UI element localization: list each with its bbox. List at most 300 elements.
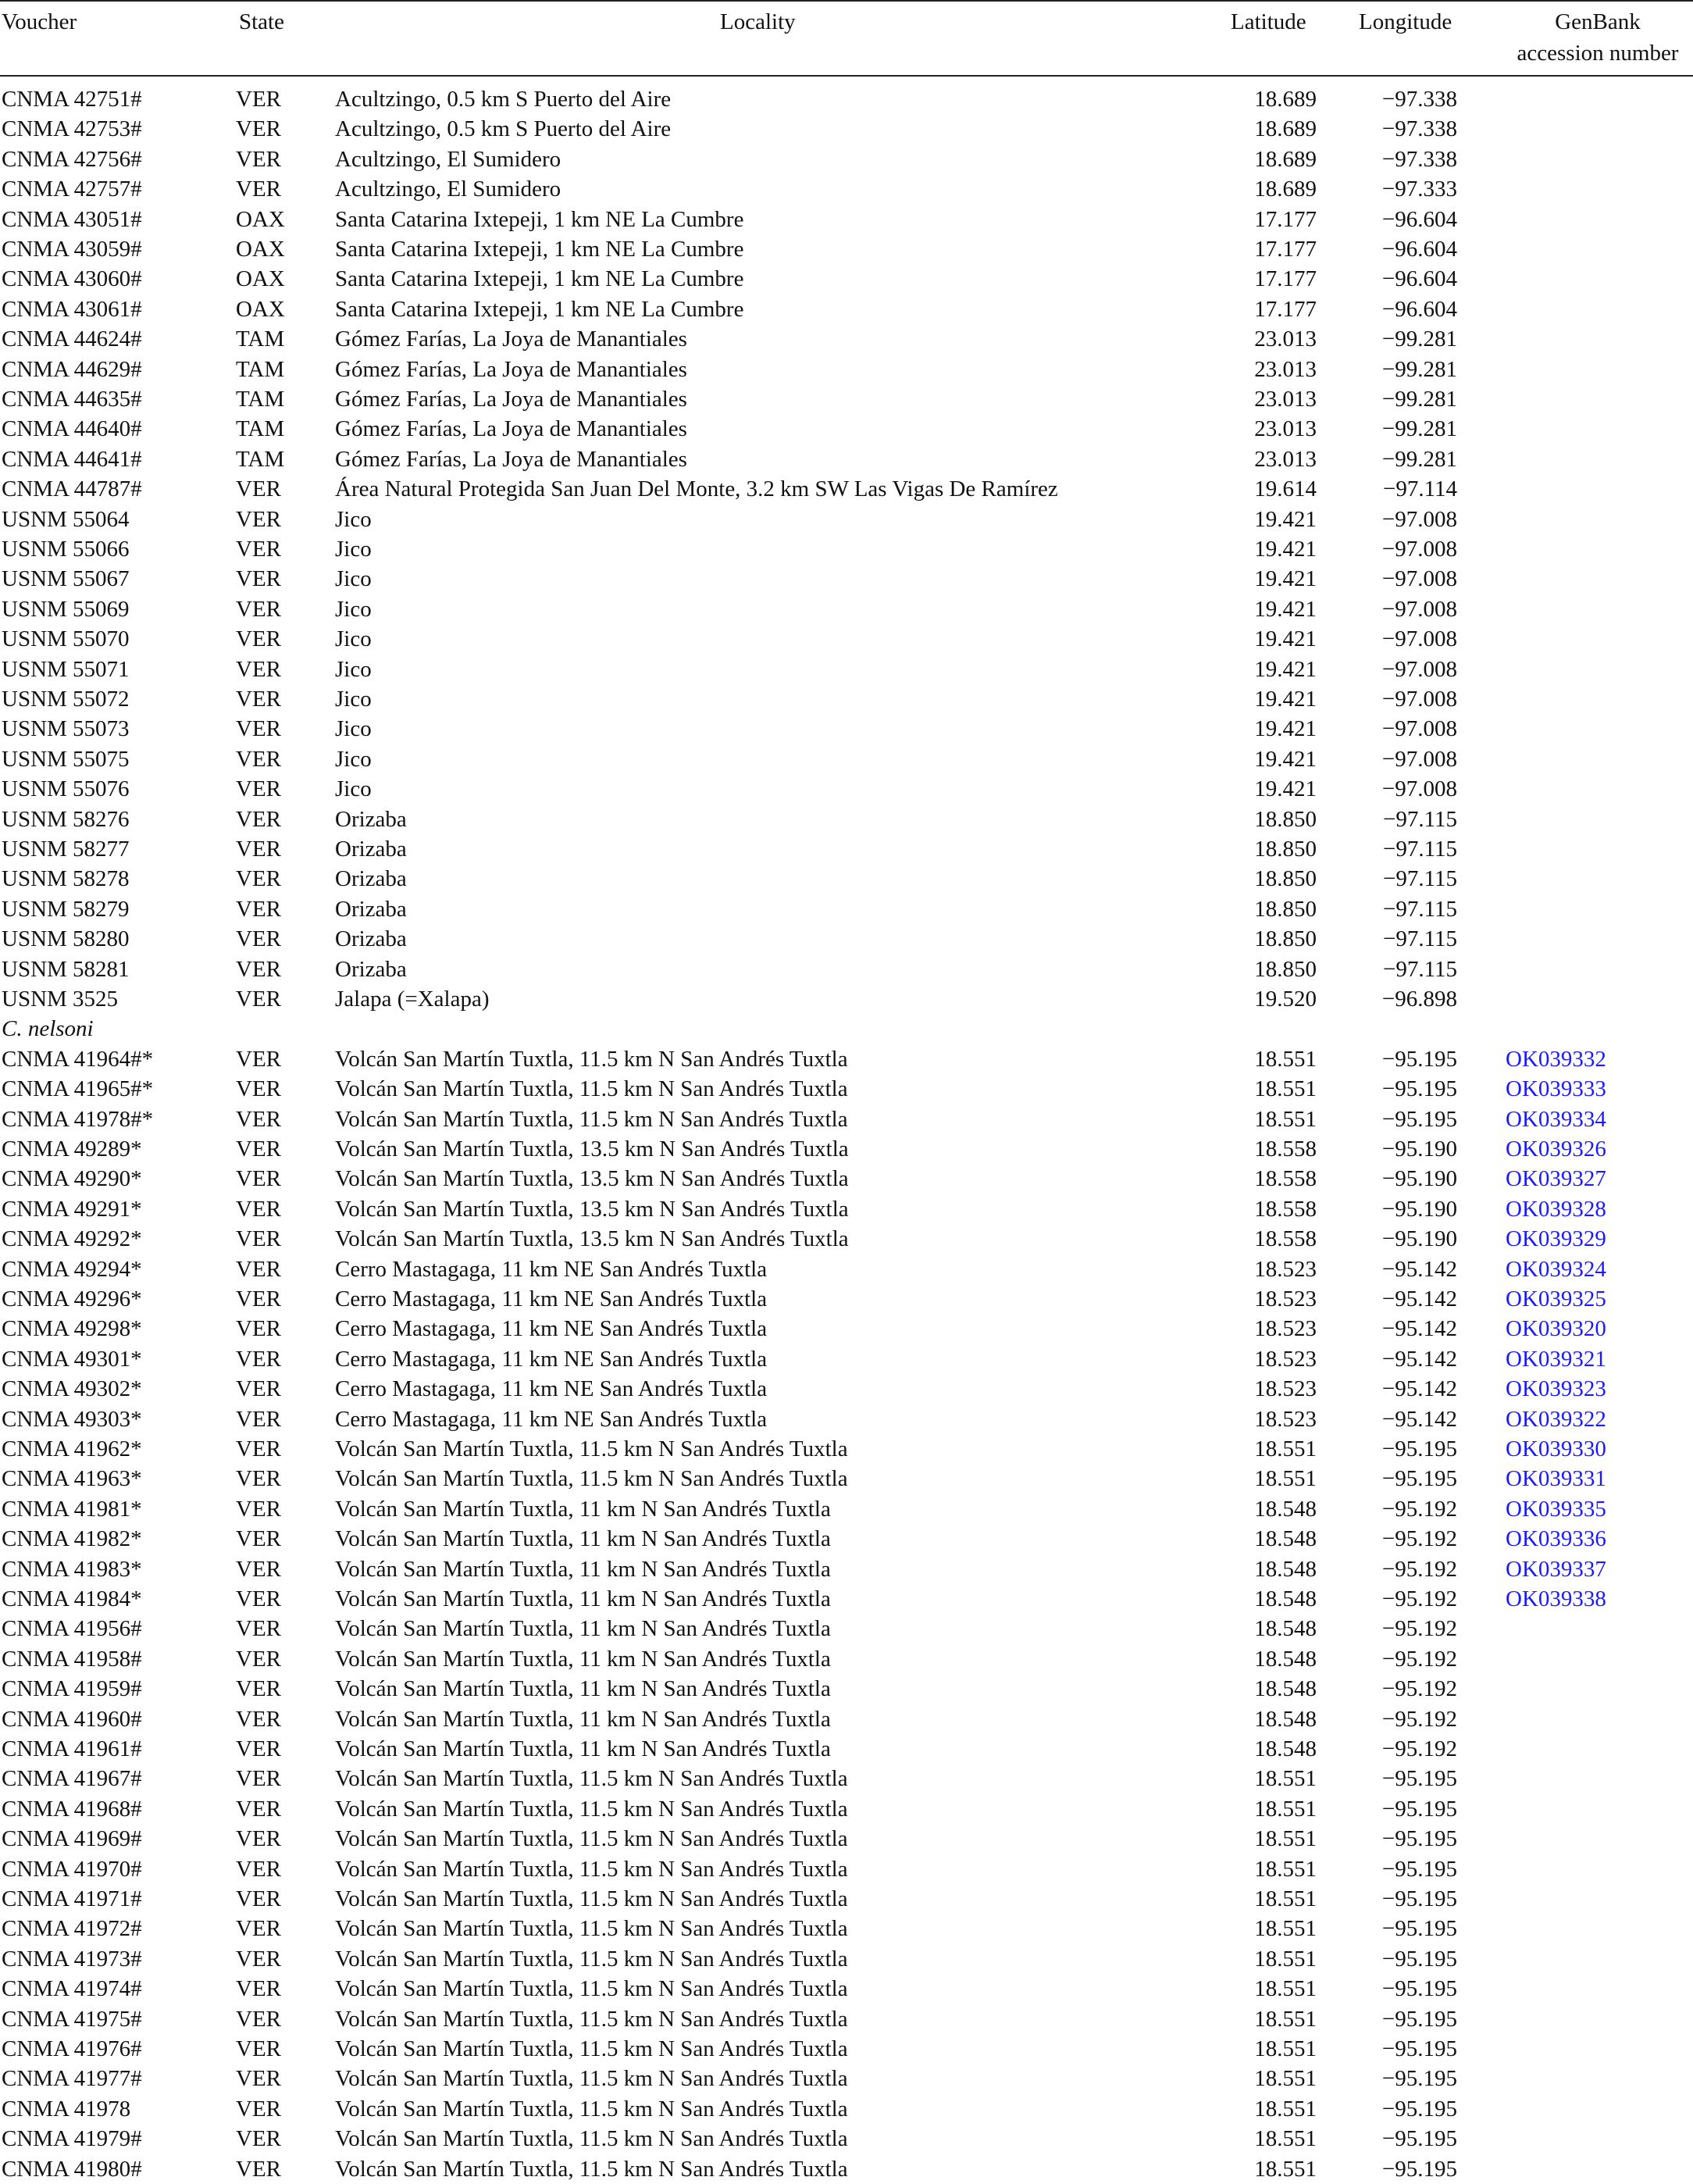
table-row [0,684,1693,714]
table-row [0,2094,1693,2124]
latitude-cell: 18.551 [1254,1046,1317,1072]
genbank-link[interactable]: OK039330 [1506,1436,1606,1461]
latitude-cell: 19.421 [1254,746,1317,772]
state-cell: VER [236,1406,281,1432]
longitude-cell: −97.115 [1382,926,1457,952]
voucher-cell: CNMA 41959# [2,1676,142,1702]
voucher-cell: CNMA 41969# [2,1826,142,1852]
latitude-cell: 17.177 [1254,296,1317,322]
table-row [0,474,1693,504]
longitude-cell: −95.192 [1381,1556,1457,1582]
longitude-cell: −97.338 [1381,116,1457,142]
state-cell: TAM [236,446,285,472]
locality-cell: Volcán San Martín Tuxtla, 13.5 km N San Andrés Tuxtla [335,1226,849,1252]
voucher-cell: CNMA 41973# [2,1946,142,1972]
latitude-cell: 18.558 [1254,1166,1317,1192]
voucher-cell: CNMA 41984* [2,1586,142,1611]
state-cell: OAX [236,296,285,322]
latitude-cell: 19.520 [1254,987,1317,1012]
latitude-cell: 18.548 [1254,1676,1317,1702]
table-row [0,1614,1693,1643]
table-row [0,1854,1693,1884]
table-row [0,894,1693,924]
voucher-cell: CNMA 41958# [2,1646,142,1672]
genbank-link[interactable]: OK039322 [1506,1406,1606,1432]
longitude-cell: −95.190 [1381,1226,1457,1252]
table-row [0,1584,1693,1614]
voucher-cell: CNMA 41976# [2,2036,142,2061]
longitude-cell: −95.195 [1381,2006,1457,2032]
state-cell: VER [236,1286,281,1311]
genbank-link[interactable]: OK039329 [1506,1226,1606,1252]
table-row [0,714,1693,744]
latitude-cell: 18.558 [1254,1196,1317,1222]
state-cell: VER [236,2006,281,2032]
genbank-link[interactable]: OK039324 [1506,1256,1606,1282]
latitude-cell: 18.523 [1254,1256,1317,1282]
voucher-cell: CNMA 41981* [2,1496,142,1522]
longitude-cell: −95.192 [1381,1616,1457,1642]
latitude-cell: 19.421 [1254,596,1317,622]
latitude-cell: 18.551 [1254,1826,1317,1852]
table-row [0,924,1693,954]
header-genbank-line2: accession number [1517,41,1679,66]
latitude-cell: 18.551 [1254,1856,1317,1882]
locality-cell: Volcán San Martín Tuxtla, 11.5 km N San Andrés Tuxtla [335,1856,848,1882]
latitude-cell: 18.523 [1254,1346,1317,1372]
locality-cell: Cerro Mastagaga, 11 km NE San Andrés Tuxtla [335,1316,768,1342]
voucher-cell: USNM 58280 [2,926,130,952]
longitude-cell: −95.192 [1381,1496,1457,1522]
state-cell: OAX [236,237,285,262]
state-cell: VER [236,1137,281,1162]
voucher-cell: CNMA 44640# [2,416,142,442]
state-cell: VER [236,956,281,982]
locality-cell: Jico [335,746,372,772]
locality-cell: Volcán San Martín Tuxtla, 11.5 km N San Andrés Tuxtla [335,1436,848,1461]
longitude-cell: −97.115 [1382,806,1457,832]
state-cell: VER [236,1676,281,1702]
table-row [0,1734,1693,1764]
locality-cell: Volcán San Martín Tuxtla, 11.5 km N San Andrés Tuxtla [335,1766,848,1792]
longitude-cell: −95.195 [1381,1796,1457,1822]
voucher-cell: CNMA 41965#* [2,1076,154,1102]
state-cell: VER [236,687,281,712]
locality-cell: Jico [335,596,372,622]
voucher-cell: CNMA 41971# [2,1886,142,1911]
longitude-cell: −95.195 [1381,1076,1457,1102]
state-cell: VER [236,1046,281,1072]
table-row [0,1674,1693,1704]
locality-cell: Volcán San Martín Tuxtla, 11 km N San Andrés Tuxtla [335,1616,831,1642]
latitude-cell: 18.689 [1254,87,1317,112]
voucher-cell: CNMA 41983* [2,1556,142,1582]
voucher-cell: USNM 55069 [2,596,130,622]
longitude-cell: −95.142 [1381,1376,1457,1402]
longitude-cell: −95.190 [1381,1137,1457,1162]
locality-cell: Volcán San Martín Tuxtla, 11.5 km N San Andrés Tuxtla [335,1976,848,2002]
state-cell: VER [236,806,281,832]
genbank-link[interactable]: OK039325 [1506,1286,1606,1311]
locality-cell: Orizaba [335,896,407,922]
state-cell: VER [236,1196,281,1222]
state-cell: VER [236,1796,281,1822]
state-cell: VER [236,2066,281,2092]
longitude-cell: −95.195 [1381,1916,1457,1942]
table-row [0,505,1693,534]
voucher-cell: CNMA 41960# [2,1706,142,1732]
locality-cell: Volcán San Martín Tuxtla, 11.5 km N San Andrés Tuxtla [335,1946,848,1972]
state-cell: VER [236,896,281,922]
latitude-cell: 19.421 [1254,506,1317,532]
latitude-cell: 18.850 [1254,806,1317,832]
state-cell: VER [236,1346,281,1372]
voucher-cell: CNMA 49296* [2,1286,142,1311]
table-row [0,1644,1693,1674]
state-cell: VER [236,1076,281,1102]
table-row [0,414,1693,444]
state-cell: TAM [236,356,285,382]
locality-cell: Volcán San Martín Tuxtla, 11 km N San Andrés Tuxtla [335,1586,831,1611]
longitude-cell: −97.008 [1381,746,1457,772]
locality-cell: Volcán San Martín Tuxtla, 11.5 km N San Andrés Tuxtla [335,2036,848,2061]
state-cell: VER [236,1646,281,1672]
table-row [0,1134,1693,1164]
locality-cell: Volcán San Martín Tuxtla, 11.5 km N San Andrés Tuxtla [335,1046,848,1072]
table-row [0,2064,1693,2093]
latitude-cell: 18.548 [1254,1646,1317,1672]
latitude-cell: 18.523 [1254,1286,1317,1311]
latitude-cell: 18.551 [1254,2096,1317,2122]
state-cell: TAM [236,416,285,442]
table-row [0,2004,1693,2034]
state-cell: VER [236,1616,281,1642]
latitude-cell: 17.177 [1254,206,1317,232]
latitude-cell: 18.551 [1254,2006,1317,2032]
longitude-cell: −95.142 [1381,1346,1457,1372]
longitude-cell: −95.192 [1381,1586,1457,1611]
latitude-cell: 18.551 [1254,1886,1317,1911]
locality-cell: Jico [335,566,372,592]
table-row [0,594,1693,624]
table-row [0,264,1693,294]
locality-cell: Volcán San Martín Tuxtla, 11 km N San Andrés Tuxtla [335,1736,831,1761]
header-locality: Locality [720,9,796,34]
state-cell: VER [236,1256,281,1282]
locality-cell: Volcán San Martín Tuxtla, 11 km N San Andrés Tuxtla [335,1556,831,1582]
table-row [0,805,1693,834]
state-cell: VER [236,1316,281,1342]
state-cell: VER [236,596,281,622]
longitude-cell: −95.195 [1381,2156,1457,2182]
section-label: C. nelsoni [2,1016,94,1042]
locality-cell: Área Natural Protegida San Juan Del Monte, 3.2 km SW Las Vigas De Ramírez [335,476,1058,502]
voucher-cell: CNMA 49302* [2,1376,142,1402]
latitude-cell: 18.689 [1254,116,1317,142]
table-row [0,1494,1693,1524]
table-row [0,1254,1693,1284]
genbank-link[interactable]: OK039328 [1506,1196,1606,1222]
latitude-cell: 18.551 [1254,1106,1317,1132]
voucher-cell: CNMA 44624# [2,327,142,352]
genbank-link[interactable]: OK039320 [1506,1316,1606,1342]
latitude-cell: 18.551 [1254,1976,1317,2002]
table-row [0,1194,1693,1224]
locality-cell: Cerro Mastagaga, 11 km NE San Andrés Tuxtla [335,1346,768,1372]
latitude-cell: 18.551 [1254,1946,1317,1972]
locality-cell: Jalapa (=Xalapa) [335,987,490,1012]
voucher-cell: CNMA 41970# [2,1856,142,1882]
voucher-cell: CNMA 41964#* [2,1046,154,1072]
voucher-cell: USNM 58279 [2,896,130,922]
longitude-cell: −95.195 [1381,1856,1457,1882]
voucher-cell: CNMA 49303* [2,1406,142,1432]
locality-cell: Volcán San Martín Tuxtla, 13.5 km N San Andrés Tuxtla [335,1196,849,1222]
latitude-cell: 18.850 [1254,956,1317,982]
longitude-cell: −95.192 [1381,1646,1457,1672]
longitude-cell: −95.190 [1381,1166,1457,1192]
locality-cell: Orizaba [335,956,407,982]
voucher-cell: CNMA 49292* [2,1226,142,1252]
state-cell: VER [236,1556,281,1582]
table-row [0,114,1693,144]
state-cell: VER [236,1226,281,1252]
table-row [0,1914,1693,1943]
genbank-link[interactable]: OK039323 [1506,1376,1606,1402]
table-row [0,84,1693,114]
state-cell: TAM [236,327,285,352]
longitude-cell: −97.115 [1382,837,1457,862]
voucher-cell: USNM 55066 [2,537,130,562]
voucher-cell: CNMA 42751# [2,87,142,112]
voucher-cell: CNMA 42757# [2,177,142,202]
state-cell: VER [236,1706,281,1732]
latitude-cell: 19.614 [1254,476,1317,502]
latitude-cell: 18.850 [1254,896,1317,922]
locality-cell: Gómez Farías, La Joya de Manantiales [335,387,687,412]
voucher-cell: CNMA 41972# [2,1916,142,1942]
state-cell: VER [236,177,281,202]
table-row [0,1074,1693,1104]
genbank-link[interactable]: OK039333 [1506,1076,1606,1102]
state-cell: VER [236,776,281,802]
genbank-link[interactable]: OK039338 [1506,1586,1606,1611]
voucher-cell: USNM 55075 [2,746,130,772]
locality-cell: Volcán San Martín Tuxtla, 11.5 km N San Andrés Tuxtla [335,1466,848,1492]
voucher-cell: CNMA 41982* [2,1526,142,1552]
locality-cell: Santa Catarina Ixtepeji, 1 km NE La Cumbre [335,237,744,262]
genbank-link[interactable]: OK039326 [1506,1137,1606,1162]
latitude-cell: 18.551 [1254,1916,1317,1942]
longitude-cell: −95.195 [1381,1976,1457,2002]
latitude-cell: 18.558 [1254,1226,1317,1252]
longitude-cell: −95.142 [1381,1316,1457,1342]
longitude-cell: −95.195 [1381,1046,1457,1072]
locality-cell: Acultzingo, El Sumidero [335,146,561,172]
table-row [0,624,1693,654]
longitude-cell: −95.195 [1381,1466,1457,1492]
longitude-cell: −95.192 [1381,1526,1457,1552]
header-genbank-line1: GenBank [1555,9,1641,34]
voucher-cell: CNMA 44629# [2,356,142,382]
state-cell: VER [236,1466,281,1492]
locality-cell: Jico [335,656,372,682]
locality-cell: Volcán San Martín Tuxtla, 11.5 km N San Andrés Tuxtla [335,2156,848,2182]
table-row [0,324,1693,354]
state-cell: VER [236,1766,281,1792]
latitude-cell: 18.548 [1254,1616,1317,1642]
voucher-cell: USNM 58281 [2,956,130,982]
state-cell: VER [236,476,281,502]
latitude-cell: 18.689 [1254,177,1317,202]
state-cell: VER [236,626,281,652]
table-row [0,1974,1693,2004]
locality-cell: Cerro Mastagaga, 11 km NE San Andrés Tuxtla [335,1376,768,1402]
latitude-cell: 18.551 [1254,1766,1317,1792]
voucher-cell: USNM 55076 [2,776,130,802]
voucher-cell: USNM 55070 [2,626,130,652]
table-row [0,774,1693,804]
locality-cell: Cerro Mastagaga, 11 km NE San Andrés Tuxtla [335,1256,768,1282]
voucher-cell: CNMA 49298* [2,1316,142,1342]
longitude-cell: −95.192 [1381,1706,1457,1732]
genbank-link[interactable]: OK039321 [1506,1346,1606,1372]
longitude-cell: −97.008 [1381,656,1457,682]
table-row [0,1794,1693,1824]
locality-cell: Jico [335,776,372,802]
longitude-cell: −97.115 [1382,956,1457,982]
table-row [0,1314,1693,1344]
state-cell: VER [236,537,281,562]
table-top-rule [0,0,1693,2]
table-row [0,984,1693,1014]
genbank-link[interactable]: OK039331 [1506,1466,1606,1492]
table-row [0,1164,1693,1194]
locality-cell: Orizaba [335,926,407,952]
table-row [0,2154,1693,2184]
longitude-cell: −99.281 [1381,446,1457,472]
longitude-cell: −97.008 [1381,506,1457,532]
longitude-cell: −95.195 [1381,1766,1457,1792]
table-row [0,1434,1693,1464]
longitude-cell: −96.604 [1381,206,1457,232]
table-row [0,2034,1693,2064]
latitude-cell: 23.013 [1254,356,1317,382]
voucher-cell: CNMA 44635# [2,387,142,412]
longitude-cell: −96.898 [1381,987,1457,1012]
locality-cell: Volcán San Martín Tuxtla, 11.5 km N San Andrés Tuxtla [335,2066,848,2092]
table-row [0,205,1693,234]
table-row [0,355,1693,384]
longitude-cell: −97.008 [1381,776,1457,802]
longitude-cell: −97.115 [1382,896,1457,922]
locality-cell: Acultzingo, 0.5 km S Puerto del Aire [335,116,672,142]
voucher-cell: USNM 55071 [2,656,130,682]
longitude-cell: −95.142 [1381,1406,1457,1432]
locality-cell: Volcán San Martín Tuxtla, 11.5 km N San Andrés Tuxtla [335,2006,848,2032]
table-header-rule [0,75,1693,77]
locality-cell: Gómez Farías, La Joya de Manantiales [335,446,687,472]
longitude-cell: −95.195 [1381,1436,1457,1461]
table-row [0,534,1693,564]
longitude-cell: −97.008 [1381,566,1457,592]
genbank-link[interactable]: OK039332 [1506,1046,1606,1072]
latitude-cell: 23.013 [1254,446,1317,472]
longitude-cell: −97.008 [1381,596,1457,622]
genbank-link[interactable]: OK039337 [1506,1556,1606,1582]
state-cell: VER [236,566,281,592]
locality-cell: Gómez Farías, La Joya de Manantiales [335,327,687,352]
voucher-cell: CNMA 41978#* [2,1106,154,1132]
latitude-cell: 17.177 [1254,237,1317,262]
locality-cell: Jico [335,687,372,712]
latitude-cell: 19.421 [1254,566,1317,592]
longitude-cell: −99.281 [1381,387,1457,412]
longitude-cell: −97.008 [1381,716,1457,742]
voucher-cell: CNMA 49294* [2,1256,142,1282]
longitude-cell: −95.195 [1381,1106,1457,1132]
latitude-cell: 18.551 [1254,1076,1317,1102]
longitude-cell: −97.114 [1382,476,1457,502]
genbank-link[interactable]: OK039335 [1506,1496,1606,1522]
voucher-cell: CNMA 41967# [2,1766,142,1792]
voucher-cell: CNMA 49289* [2,1137,142,1162]
latitude-cell: 18.548 [1254,1496,1317,1522]
voucher-cell: CNMA 42753# [2,116,142,142]
table-row [0,864,1693,894]
longitude-cell: −95.195 [1381,2036,1457,2061]
state-cell: VER [236,926,281,952]
longitude-cell: −95.192 [1381,1736,1457,1761]
locality-cell: Volcán San Martín Tuxtla, 11.5 km N San Andrés Tuxtla [335,2096,848,2122]
latitude-cell: 18.551 [1254,2126,1317,2152]
section-row [0,1014,1693,1044]
table-row [0,1524,1693,1554]
genbank-link[interactable]: OK039336 [1506,1526,1606,1552]
locality-cell: Cerro Mastagaga, 11 km NE San Andrés Tuxtla [335,1406,768,1432]
genbank-link[interactable]: OK039334 [1506,1106,1606,1132]
table-row [0,294,1693,324]
locality-cell: Volcán San Martín Tuxtla, 13.5 km N San Andrés Tuxtla [335,1137,849,1162]
voucher-cell: CNMA 41962* [2,1436,142,1461]
latitude-cell: 18.551 [1254,1796,1317,1822]
state-cell: VER [236,837,281,862]
genbank-link[interactable]: OK039327 [1506,1166,1606,1192]
table-row [0,1944,1693,1974]
longitude-cell: −96.604 [1381,296,1457,322]
locality-cell: Volcán San Martín Tuxtla, 11 km N San Andrés Tuxtla [335,1526,831,1552]
longitude-cell: −96.604 [1381,266,1457,292]
latitude-cell: 23.013 [1254,387,1317,412]
latitude-cell: 18.523 [1254,1376,1317,1402]
state-cell: VER [236,116,281,142]
latitude-cell: 17.177 [1254,266,1317,292]
voucher-cell: CNMA 44641# [2,446,142,472]
longitude-cell: −96.604 [1381,237,1457,262]
voucher-cell: CNMA 41980# [2,2156,142,2182]
voucher-cell: CNMA 42756# [2,146,142,172]
voucher-cell: CNMA 41977# [2,2066,142,2092]
latitude-cell: 19.421 [1254,716,1317,742]
voucher-cell: USNM 55073 [2,716,130,742]
voucher-cell: USNM 55072 [2,687,130,712]
state-cell: OAX [236,266,285,292]
latitude-cell: 19.421 [1254,776,1317,802]
locality-cell: Volcán San Martín Tuxtla, 11.5 km N San Andrés Tuxtla [335,1106,848,1132]
locality-cell: Jico [335,716,372,742]
state-cell: VER [236,1586,281,1611]
table-row [0,1344,1693,1374]
